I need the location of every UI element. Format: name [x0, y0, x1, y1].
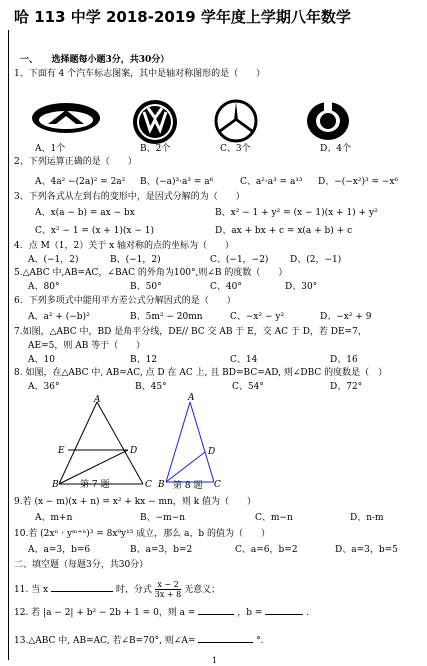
q11-denominator: 3x + 8 — [154, 590, 182, 599]
q7-option-a: A、10 — [28, 355, 55, 365]
infiniti-logo-icon — [30, 100, 102, 136]
page-title: 哈 113 中学 2018-2019 学年度上学期八年数学 — [14, 8, 351, 26]
q8-option-a: A、36° — [28, 382, 60, 392]
q4-option-b: B、(−1，2) — [110, 255, 161, 265]
question-11 — [14, 580, 220, 599]
fig7-label-e: E — [58, 446, 65, 456]
q4-option-c: C、(−1，−2) — [210, 255, 269, 265]
q6-option-d: D、−x² + 9 — [320, 312, 372, 322]
fig7-label-d: D — [130, 446, 138, 456]
q12-pre: 12. 若 |a − 2| + b² − 2b + 1 = 0，则 a = — [14, 608, 196, 618]
q11-numerator: x − 2 — [155, 580, 181, 590]
q13-answer-blank[interactable] — [198, 633, 253, 643]
question-7-stem-line2: AE=5，则 AB 等于（ ） — [28, 341, 146, 351]
q12-b-blank[interactable] — [265, 605, 303, 615]
q1-option-a: A、1个 — [35, 144, 66, 154]
q12-mid: ，b = — [237, 608, 263, 618]
q7-option-d: D、16 — [330, 355, 358, 365]
fig7-caption: 第 7 题 — [80, 480, 110, 490]
q10-option-a: A、a=3，b=6 — [28, 545, 91, 555]
q12-post: . — [306, 608, 309, 618]
q1-option-c: C、3个 — [220, 144, 251, 154]
q12-a-blank[interactable] — [198, 605, 234, 615]
q2-option-d: D、−(−x²)³ = −x⁶ — [318, 177, 399, 187]
q4-option-a: A、(−1，2) — [28, 255, 79, 265]
q6-option-a: A、a² + (−b)² — [28, 312, 90, 322]
q6-option-c: C、−x² − y² — [230, 312, 285, 322]
q1-option-d: D、4个 — [320, 144, 351, 154]
fig7-label-a: A — [94, 395, 101, 405]
question-5-stem: 5.△ABC 中,AB=AC，∠BAC 的外角为100°,则∠B 的度数（ ） — [14, 268, 288, 278]
q5-option-b: B、50° — [130, 282, 162, 292]
q9-option-c: C、m−n — [255, 513, 293, 523]
q3-option-d: D、ax + bx + c = x(a + b) + c — [215, 226, 353, 236]
q3-option-a: A、x(a − b) = ax − bx — [35, 208, 135, 218]
question-4-stem: 4．点 M（1，2）关于 x 轴对称的点的坐标为（ ） — [14, 241, 235, 251]
q9-option-a: A、m+n — [35, 513, 73, 523]
q5-option-c: C、40° — [210, 282, 242, 292]
q13-post: °. — [256, 636, 264, 646]
q1-option-b: B、2个 — [140, 144, 171, 154]
section-2-heading: 二、填空题（每题3分，共30分） — [14, 560, 149, 570]
fig8-label-a: A — [188, 393, 195, 403]
q11-pre: 11. 当 x — [14, 585, 49, 595]
margin-line — [8, 30, 9, 660]
q3-option-c: C、x² − 1 = (x + 1)(x − 1) — [35, 226, 154, 236]
q11-answer-blank[interactable] — [51, 582, 113, 592]
question-13 — [14, 633, 264, 647]
question-12 — [14, 605, 309, 619]
q5-option-a: A、80° — [28, 282, 60, 292]
q13-pre: 13.△ABC 中, AB=AC, 若∠B=70°, 则∠A= — [14, 636, 196, 646]
q3-option-b: B、x² − 1 + y² = (x − 1)(x + 1) + y² — [215, 208, 378, 218]
question-2-stem: 2、下列运算正确的是（ ） — [14, 157, 137, 167]
q9-option-d: D、n-m — [350, 513, 384, 523]
fig8-label-c: C — [214, 480, 221, 490]
question-3-stem: 3、下列各式从左到右的变形中，是因式分解的为（ ） — [14, 192, 245, 202]
question-10-stem: 10.若 (2xⁿ · yᵐ⁺ⁿ)³ = 8x⁹y¹⁵ 成立，那么 a、b 的值为（ ） — [14, 529, 271, 539]
question-9-stem: 9.若 (x − m)(x + n) = x² + kx − mn，则 k 值为（ ） — [14, 497, 257, 507]
q10-option-b: B、a=3，b=2 — [130, 545, 193, 555]
q8-option-c: C、54° — [232, 382, 264, 392]
q10-option-d: D、a=3，b=5 — [335, 545, 398, 555]
section-heading: 一、 选择题每小题3分，共30分） — [20, 55, 170, 65]
page-number: 1 — [212, 656, 218, 665]
q2-option-c: C、a²·a³ = a¹³ — [240, 177, 303, 187]
q4-option-d: D、(2，−1) — [290, 255, 342, 265]
figure-8-diagram — [160, 398, 220, 488]
q8-option-d: D、72° — [330, 382, 363, 392]
fig8-label-d: D — [208, 447, 216, 457]
volkswagen-logo-icon — [131, 98, 179, 146]
q10-option-c: C、a=6，b=2 — [235, 545, 298, 555]
q9-option-b: B、−m−n — [140, 513, 186, 523]
fig7-label-c: C — [145, 480, 152, 490]
q7-option-c: C、14 — [230, 355, 258, 365]
q8-option-b: B、45° — [135, 382, 167, 392]
question-8-stem: 8. 如图，在△ABC 中, AB=AC, 点 D 在 AC 上, 且 BD=BC=AD, 则∠DBC 的度数是（ ） — [14, 368, 388, 378]
question-7-stem-line1: 7.如图，△ABC 中，BD 是角平分线，DE// BC 交 AB 于 E，交 AC 于 D，若 DE=7， — [14, 327, 367, 337]
mercedes-logo-icon — [213, 98, 259, 144]
fig7-label-b: B — [52, 480, 59, 490]
q2-option-b: B、(−a)³·a³ = a⁶ — [140, 177, 214, 187]
daewoo-logo-icon — [305, 100, 351, 142]
q11-post: 无意义； — [184, 585, 221, 595]
question-6-stem: 6．下列多项式中能用平方差公式分解因式的是（ ） — [14, 296, 236, 306]
q11-fraction — [155, 580, 181, 599]
q7-option-b: B、12 — [130, 355, 158, 365]
q5-option-d: D、30° — [285, 282, 318, 292]
fig8-caption: 第 8 题 — [173, 481, 203, 491]
question-1-stem: 1、下面有 4 个汽车标志图案，其中是轴对称图形的是（ ） — [14, 69, 266, 79]
q11-mid: 时，分式 — [115, 585, 152, 595]
q6-option-b: B、5m² − 20mn — [130, 312, 203, 322]
q2-option-a: A、4a² −(2a)² = 2a² — [35, 177, 126, 187]
fig8-label-b: B — [158, 480, 165, 490]
